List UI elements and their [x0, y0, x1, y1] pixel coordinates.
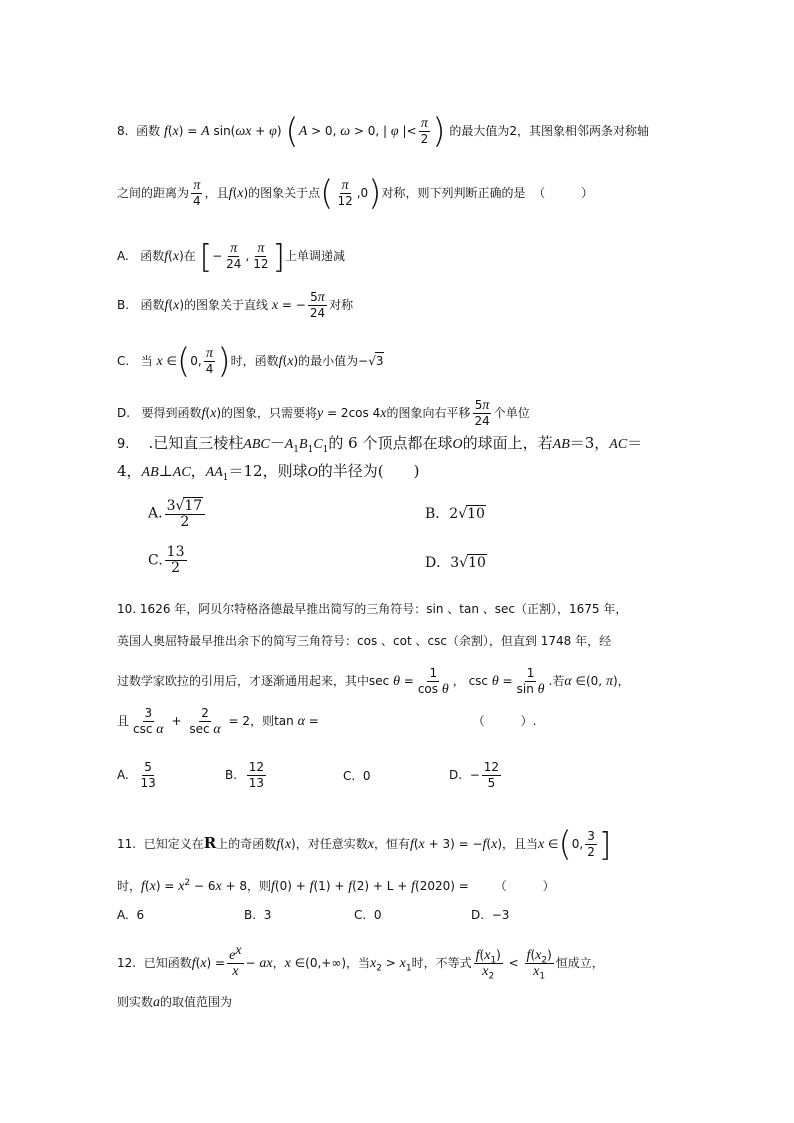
- q10-line4-a: 且: [117, 714, 130, 728]
- q8-max-value: 2: [509, 124, 517, 138]
- q9-perp: AB⊥AC: [141, 462, 191, 480]
- q8-option-d-text2: 的图象，只需要将: [221, 406, 318, 420]
- q10-answer-bracket: （ ）.: [472, 714, 537, 728]
- q8-option-a: [117, 237, 346, 276]
- q9-number: 9.: [117, 437, 130, 452]
- q9-ab-label: AB: [552, 437, 570, 452]
- q11-fx-def: $f(x) = x^2 - 6x + 8$: [141, 878, 248, 894]
- q9-option-c: [148, 545, 189, 576]
- q10-option-c: [343, 766, 370, 786]
- q10-line4-b: ，则: [250, 714, 275, 728]
- q9-line1-pre: .已知直三棱柱: [148, 434, 244, 452]
- q9-ac-eq: ＝: [627, 434, 643, 452]
- q10-option-a-den: 13: [140, 776, 156, 790]
- q8-option-d-text1: 要得到函数: [141, 406, 202, 420]
- q8-option-a-text3: 上单调递减: [285, 249, 346, 263]
- q8-line2-a: 之间的距离为: [117, 186, 190, 200]
- q12-line2-a: 则实数: [117, 995, 154, 1009]
- q9-option-a-label: A.: [148, 505, 163, 522]
- q8-option-c-text1: 当: [140, 354, 153, 368]
- q12-line1-d: 时，不等式: [411, 956, 472, 970]
- q10-option-d: [449, 760, 503, 791]
- q8-option-a-text1: 函数: [140, 249, 165, 263]
- q10-line2-text: 英国人奥屈特最早推出余下的简写三角符号：cos 、cot 、csc（余割），但直到 1748 年，经: [117, 634, 612, 648]
- q11-option-c: [354, 905, 381, 925]
- q11-option-c-value: 0: [373, 908, 382, 922]
- q8-option-c-text2: 时，函数: [230, 354, 279, 368]
- q11-option-d: [471, 905, 509, 925]
- q9-option-c-label: C.: [148, 552, 163, 569]
- q10-tan: tan α =: [274, 714, 319, 729]
- q9-ac-label: AC: [609, 437, 628, 452]
- q8-option-c: [117, 341, 384, 382]
- q8-line2-c: 的图象关于点: [248, 186, 321, 200]
- q10-option-d-num: 12: [483, 760, 500, 774]
- q8-line2-b: ，且: [204, 186, 229, 200]
- q10-option-a: [117, 760, 160, 791]
- q10-option-a-label: A.: [117, 768, 129, 782]
- q8-option-a-interval: − $\frac{\pi}{24}$ , $\frac{\pi}{12}$: [212, 241, 269, 271]
- q8-option-b-fx: f(x): [164, 298, 184, 313]
- q10-option-d-neg: −: [469, 768, 480, 782]
- q9-option-c-value: $\frac{13}{2}$: [166, 544, 185, 576]
- q10-line1: [117, 599, 627, 619]
- q9-line2-d: 的半径为( ): [317, 462, 420, 480]
- q9-line1-mid1: 的 6 个顶点都在球: [328, 434, 453, 452]
- q9-ac-value: 4，: [117, 462, 142, 480]
- q8-point-paren-right: ): [368, 173, 382, 214]
- q9-option-b-label: B．: [425, 506, 450, 522]
- q10-option-b: [225, 760, 268, 791]
- q10-sec-def: sec θ = $\frac{1}{\text{cos θ}}$: [369, 666, 449, 697]
- q8-option-b-text3: 对称: [329, 298, 354, 312]
- q8-line2-d: 对称，则下列判断正确的是: [381, 186, 526, 200]
- q10-option-d-den: 5: [487, 776, 496, 790]
- q8-option-b-label: B.: [117, 298, 130, 312]
- q11-option-b-value: 3: [263, 908, 272, 922]
- q11-option-b-label: B.: [244, 908, 257, 922]
- q8-pi-over-2: $\frac{\pi}{2}$: [420, 116, 429, 146]
- q10-option-b-label: B.: [225, 768, 238, 782]
- q8-option-c-text3: 的最小值为: [298, 354, 359, 368]
- q9-aa1-value: ＝12，则球: [228, 462, 308, 480]
- q8-stem-tail: ，其图象相邻两条对称轴: [516, 124, 649, 138]
- q11-x: x: [367, 837, 374, 852]
- q11-fx: f(x): [276, 837, 296, 852]
- q10-option-a-num: 5: [144, 760, 152, 774]
- q9-option-b-value: 2√10: [449, 506, 485, 522]
- q8-option-b-text2: 的图象关于直线: [184, 298, 269, 312]
- q8-option-c-domain: x ∈(0, $\frac{\pi}{4}$ ): [156, 341, 231, 382]
- q11-answer-bracket: （ ）: [494, 879, 555, 893]
- q11-periodic: f(x + 3) = −f(x): [409, 837, 502, 852]
- q10-line1-text: 1626 年，阿贝尔特格洛德最早推出简写的三角符号：sin 、tan 、sec（正割），1675 年，: [139, 602, 628, 616]
- q12-line1-c: ，当: [346, 956, 371, 970]
- q11-sum: f(0) + f(1) + f(2) + L + f(2020) =: [271, 879, 469, 894]
- q12-line1: [117, 943, 604, 982]
- q10-line3-c: 若: [552, 674, 565, 688]
- q11-line1-b: 上的奇函数: [216, 837, 277, 851]
- q9-option-d: [425, 553, 487, 573]
- q10-number: 10.: [117, 602, 137, 616]
- q10-option-b-num: 12: [248, 760, 264, 774]
- q12-order: $x_2 > x_1$: [370, 956, 412, 974]
- q8-point-paren-left: (: [320, 173, 334, 214]
- q8-option-d: [117, 398, 530, 429]
- q11-line1-e: ，且当: [502, 837, 539, 851]
- q11-line1-d: ，恒有: [373, 837, 410, 851]
- q8-option-d-text3: 的图象向右平移: [386, 406, 471, 420]
- q9-sphere-o: O: [452, 437, 463, 452]
- q9-ab-value: ＝3，: [569, 434, 610, 452]
- q11-line2-a: 时，: [117, 879, 142, 893]
- q12-param-a: a: [153, 995, 161, 1010]
- q9-option-a-value: $\frac{3√17}{2}$: [165, 497, 206, 530]
- q11-option-d-value: −3: [491, 908, 510, 922]
- q8-fx-paren: (x) = A sin(ωx + φ): [167, 124, 282, 139]
- q12-line1-b: ，: [272, 956, 285, 970]
- q11-line2-b: ，则: [247, 879, 272, 893]
- q11-number: 11.: [117, 837, 137, 851]
- q8-option-d-shift: $\frac{5\pi}{24}$: [474, 398, 490, 428]
- q11-option-a-label: A.: [117, 908, 129, 922]
- q11-option-a-value: 6: [136, 908, 145, 922]
- q8-fx-2: f(x): [228, 186, 249, 201]
- q11-domain: x ∈(0, $\frac{3}{2}$ ]: [538, 824, 612, 865]
- q12-line1-a: 已知函数: [143, 956, 192, 970]
- q8-option-a-label: A.: [117, 249, 129, 263]
- q11-line1-a: 已知定义在: [143, 837, 204, 851]
- q8-option-b: [117, 290, 353, 321]
- q8-stem-line1: [117, 111, 649, 152]
- q8-pi-over-12: $\frac{\pi}{12}$: [337, 178, 353, 208]
- q12-inequality: $\frac{f(x_1)}{x_2}$ < $\frac{f(x_2)}{x_1}$: [475, 948, 552, 982]
- q8-option-b-line-eq: x = − $\frac{5\pi}{24}$: [271, 290, 326, 320]
- q8-option-a-bracket-right: ]: [272, 237, 286, 276]
- q11-line1: [117, 824, 612, 865]
- q10-option-b-den: 13: [248, 776, 264, 790]
- q8-function-expr: f: [163, 124, 168, 139]
- q9-stem-line1: [117, 433, 642, 455]
- q10-line3-b: ，: [452, 674, 465, 688]
- q10-line3-a: 过数学家欧拉的引用后，才逐渐通用起来，其中: [117, 674, 370, 688]
- q11-option-b: [244, 905, 271, 925]
- q8-option-c-label: C.: [117, 354, 130, 368]
- q8-option-b-text1: 函数: [140, 298, 165, 312]
- q12-line1-e: 恒成立，: [555, 956, 604, 970]
- q12-number: 12.: [117, 956, 137, 970]
- q12-domain: x ∈(0,+∞): [284, 956, 347, 971]
- q8-option-a-bracket-left: [: [199, 237, 213, 276]
- q9-option-a: [148, 497, 207, 530]
- q12-line2-b: 的取值范围为: [160, 995, 233, 1009]
- q8-option-d-fx: f(x): [201, 406, 222, 421]
- q9-option-b: [425, 504, 486, 524]
- q9-line1-mid2: 的球面上，若: [462, 434, 553, 452]
- q8-option-c-min: −√3: [358, 354, 384, 368]
- q8-pi-over-4: $\frac{\pi}{4}$: [193, 178, 201, 208]
- q10-line4: [117, 706, 536, 737]
- q12-line2: [117, 992, 232, 1013]
- q12-fx-def: f(x) = $\frac{e^x}{x}$ − ax: [191, 943, 273, 979]
- q8-stem-line2: 之间的距离为 $\frac{\pi}{4}$ ，且f(x)的图象关于点( $\frac{\pi}{12}$ ,0)对称，则下列判断正确的是 （ ）: [117, 173, 594, 214]
- q8-stem-max: 的最大值为: [449, 124, 510, 138]
- q9-prism: $ABC-A_1B_1C_1$: [243, 434, 329, 455]
- q10-alpha-range: α ∈(0, π): [564, 674, 618, 689]
- q10-csc-def: csc θ = $\frac{1}{\text{sin θ}}$ .: [468, 666, 553, 697]
- q9-option-d-label: D．: [425, 555, 451, 571]
- q9-line2-c: ，: [190, 462, 206, 480]
- q10-option-c-value: 0: [362, 769, 371, 783]
- q11-line2: [117, 876, 555, 897]
- q9-option-d-value: 3√10: [450, 555, 486, 571]
- q8-condition-paren-right: ): [432, 111, 446, 152]
- q11-option-a: [117, 905, 144, 925]
- q8-option-c-fx: f(x): [278, 354, 299, 369]
- q10-condition: $\frac{3}{\text{csc α}}$ + $\frac{2}{\text{sec α}}$ = 2: [133, 706, 251, 737]
- q11-line1-c: ，对任意实数: [295, 837, 368, 851]
- q10-line3: 过数学家欧拉的引用后，才逐渐通用起来，其中sec θ = $\frac{1}{\text{cos θ}}$ ， csc θ = $\frac{1}{\text{sin θ}}$ .若α ∈(0, π)，: [117, 666, 630, 697]
- q8-option-a-text2: 在: [183, 249, 196, 263]
- q8-stem-intro: 函数: [136, 124, 161, 138]
- q10-line2: [117, 631, 611, 651]
- q8-option-a-fx: f(x): [164, 249, 184, 264]
- q10-option-c-label: C.: [343, 769, 356, 783]
- q8-condition-paren-left: (: [285, 111, 299, 152]
- q8-number: 8.: [117, 124, 129, 138]
- q9-sphere-o2: O: [307, 465, 318, 480]
- q8-option-d-cos: y = 2cos 4x: [317, 406, 387, 421]
- q11-option-d-label: D.: [471, 908, 485, 922]
- q8-option-d-label: D.: [117, 406, 131, 420]
- q8-option-d-text4: 个单位: [493, 406, 530, 420]
- q8-condition: A > 0, ω > 0, | φ |<: [298, 124, 417, 139]
- q10-option-d-label: D.: [449, 768, 463, 782]
- q11-reals: R: [203, 834, 217, 852]
- q11-option-c-label: C.: [354, 908, 367, 922]
- q9-stem-line2: [117, 461, 419, 483]
- q8-answer-bracket: （ ）: [533, 186, 594, 200]
- q9-aa1: $AA_1$: [205, 465, 229, 483]
